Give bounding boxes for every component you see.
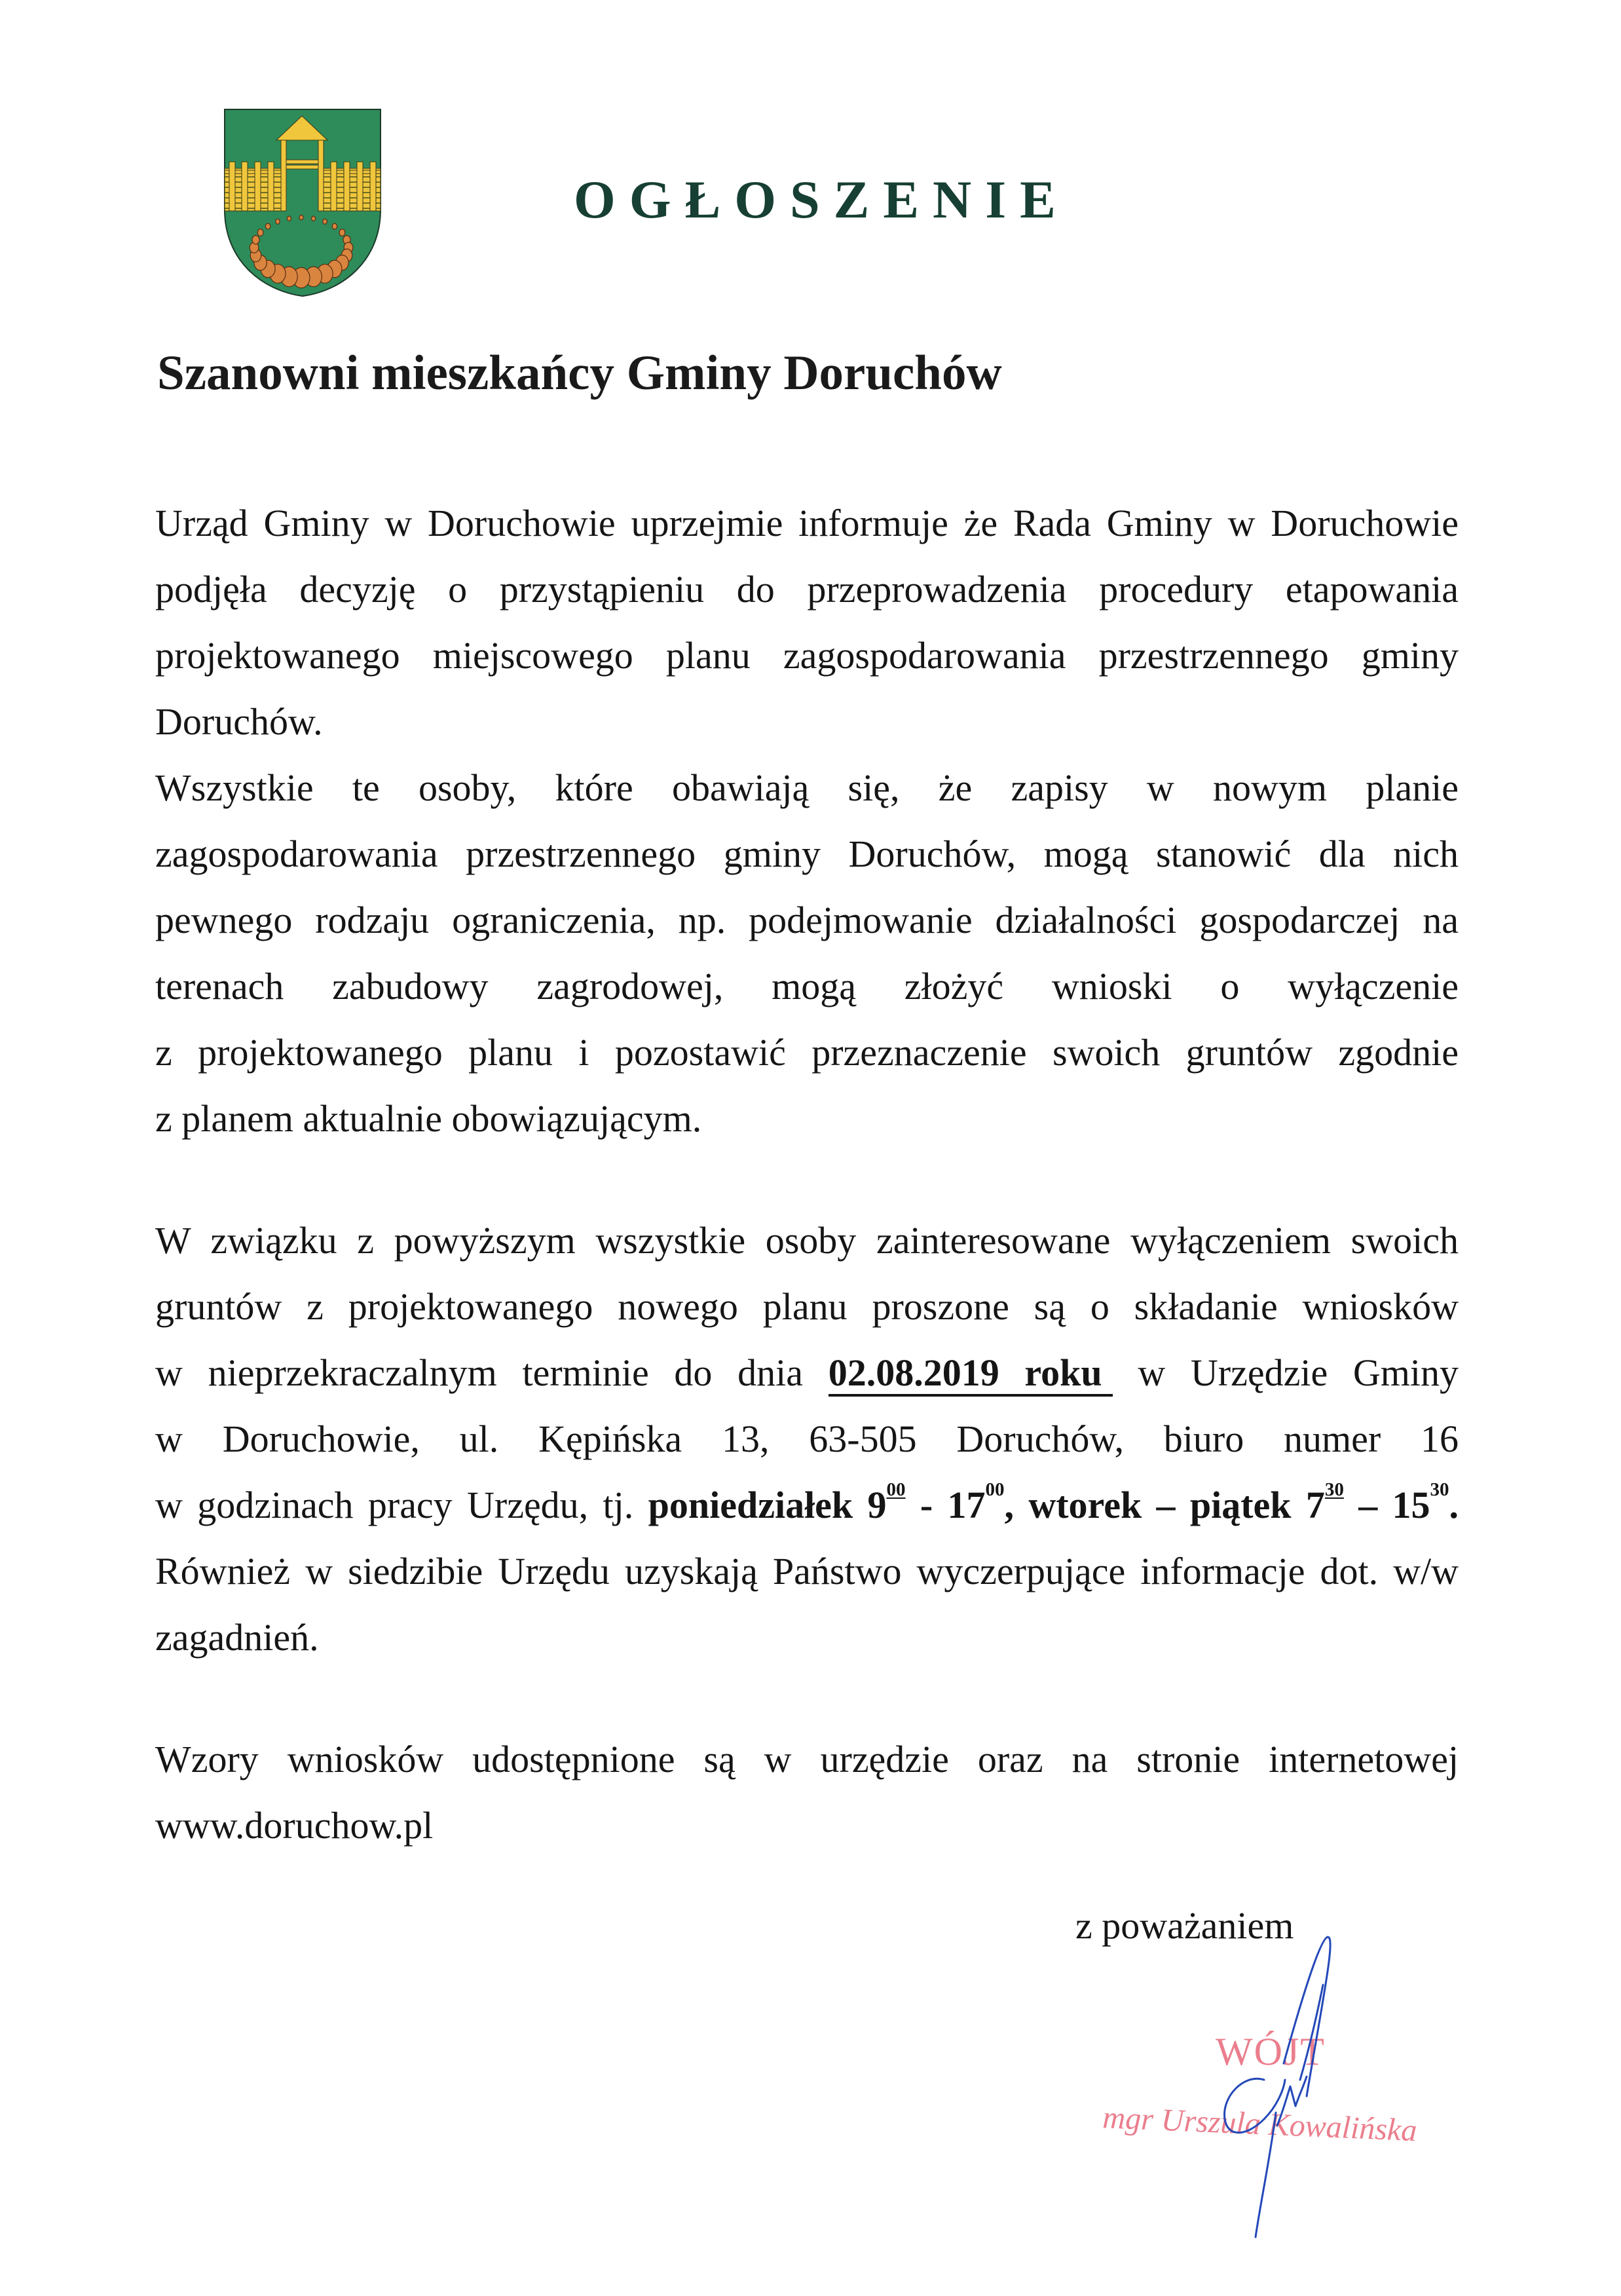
greeting-heading: Szanowni mieszkańcy Gminy Doruchów (157, 346, 1002, 400)
text-line: z projektowanego planu i pozostawić przeznaczenie swoich gruntów zgodnie (155, 1031, 1459, 1074)
amber-bead (323, 219, 327, 224)
range-separator: - (920, 1484, 933, 1526)
text-line: pewnego rodzaju ograniczenia, np. podejmowanie działalności gospodarczej na (155, 899, 1459, 941)
gate-crossbar (286, 160, 318, 164)
signature-stroke (1284, 1937, 1330, 2096)
monday-close-time (947, 1479, 1015, 1526)
text-line: projektowanego miejscowego planu zagospodarowania przestrzennego gminy (155, 634, 1459, 677)
fence-left (225, 162, 281, 211)
tue-fri-close-time (1392, 1479, 1459, 1526)
signature-stroke (1256, 2113, 1276, 2237)
text-segment: w Urzędzie Gminy (1138, 1351, 1459, 1394)
closing-text: z poważaniem (1075, 1904, 1294, 1947)
concern-paragraph (155, 755, 1459, 1152)
hour: 9 (867, 1484, 887, 1526)
text-segment: w nieprzekraczalnym terminie do dnia (155, 1351, 803, 1394)
minutes: 30 (1430, 1479, 1449, 1500)
office-hours-line (155, 1472, 1459, 1538)
stamp-office: WÓJT (1216, 2030, 1326, 2073)
fence-picket (357, 162, 363, 211)
deadline-line (155, 1340, 1459, 1406)
amber-bead (339, 229, 345, 236)
intro-paragraph (155, 490, 1459, 755)
fence-picket (255, 162, 261, 211)
gate-post-left (281, 140, 286, 211)
gate-crossbar (286, 165, 318, 169)
stamp-name: mgr Urszula Kowalińska (1102, 2100, 1418, 2149)
text-line: Wszystkie te osoby, które obawiają się, że zapisy w nowym planie (155, 766, 1459, 809)
tue-fri-label: wtorek – piątek (1028, 1484, 1292, 1526)
amber-bead (332, 223, 337, 229)
text-line: zagadnień. (155, 1616, 319, 1659)
amber-bead (299, 215, 303, 219)
fence-picket (268, 162, 274, 211)
text-line: z planem aktualnie obowiązującym. (155, 1097, 702, 1140)
text-line: gruntów z projektowanego nowego planu proszone są o składanie wniosków (155, 1285, 1459, 1328)
text-line: W związku z powyższym wszystkie osoby zainteresowane wyłączeniem swoich (155, 1219, 1459, 1262)
coat-of-arms-icon (223, 105, 386, 301)
amber-bead (287, 216, 291, 221)
page-title: OGŁOSZENIE (574, 170, 1070, 229)
fence-picket (331, 162, 337, 211)
fence-right (324, 162, 381, 211)
fence-picket (229, 162, 235, 211)
text-line: Również w siedzibie Urzędu uzyskają Państwo wyczerpujące informacje dot. w/w (155, 1550, 1459, 1592)
deadline-paragraph (155, 1207, 1459, 1670)
fence-picket (344, 162, 350, 211)
fence-picket (242, 162, 248, 211)
range-separator: – (1358, 1484, 1378, 1526)
hour: 17 (947, 1484, 986, 1526)
hour: 15 (1392, 1484, 1430, 1526)
text-line: podjęła decyzję o przystąpieniu do przeprowadzenia procedury etapowania (155, 568, 1459, 611)
tue-fri-open-time (1305, 1479, 1344, 1526)
hour: 7 (1305, 1484, 1325, 1526)
minutes: 00 (886, 1479, 906, 1500)
amber-bead (276, 219, 280, 224)
comma: , (1004, 1484, 1014, 1526)
amber-bead (265, 223, 270, 229)
signature-stroke (1225, 2079, 1285, 2132)
address-line: w Doruchowie, ul. Kępińska 13, 63-505 Doruchów, biuro numer 16 (155, 1418, 1459, 1460)
amber-bead (312, 216, 316, 221)
text-line: Wzory wniosków udostępnione są w urzędzie oraz na stronie internetowej (155, 1738, 1459, 1780)
gate-post-right (318, 140, 324, 211)
signature-stroke (1277, 2077, 1307, 2126)
minutes: 00 (985, 1479, 1005, 1500)
handwritten-signature-icon (1205, 1926, 1349, 2247)
amber-bead (257, 229, 263, 236)
monday-open-time (867, 1479, 906, 1526)
text-line: zagospodarowania przestrzennego gminy Doruchów, mogą stanowić dla nich (155, 833, 1459, 875)
text-segment: w godzinach pracy Urzędu, tj. (155, 1484, 634, 1526)
deadline-date: 02.08.2019 roku (829, 1351, 1113, 1397)
text-line: terenach zabudowy zagrodowej, mogą złożyć wnioski o wyłączenie (155, 965, 1459, 1007)
text-line: Doruchów. (155, 700, 323, 743)
website-text: www.doruchow.pl (155, 1804, 434, 1847)
minutes: 30 (1324, 1479, 1344, 1500)
text-line: Urząd Gminy w Doruchowie uprzejmie informuje że Rada Gminy w Doruchowie (155, 502, 1459, 544)
fence-picket (370, 162, 376, 211)
amber-bead (252, 236, 259, 244)
monday-label: poniedziałek (648, 1484, 853, 1526)
period: . (1449, 1484, 1459, 1526)
forms-paragraph (155, 1726, 1459, 1858)
